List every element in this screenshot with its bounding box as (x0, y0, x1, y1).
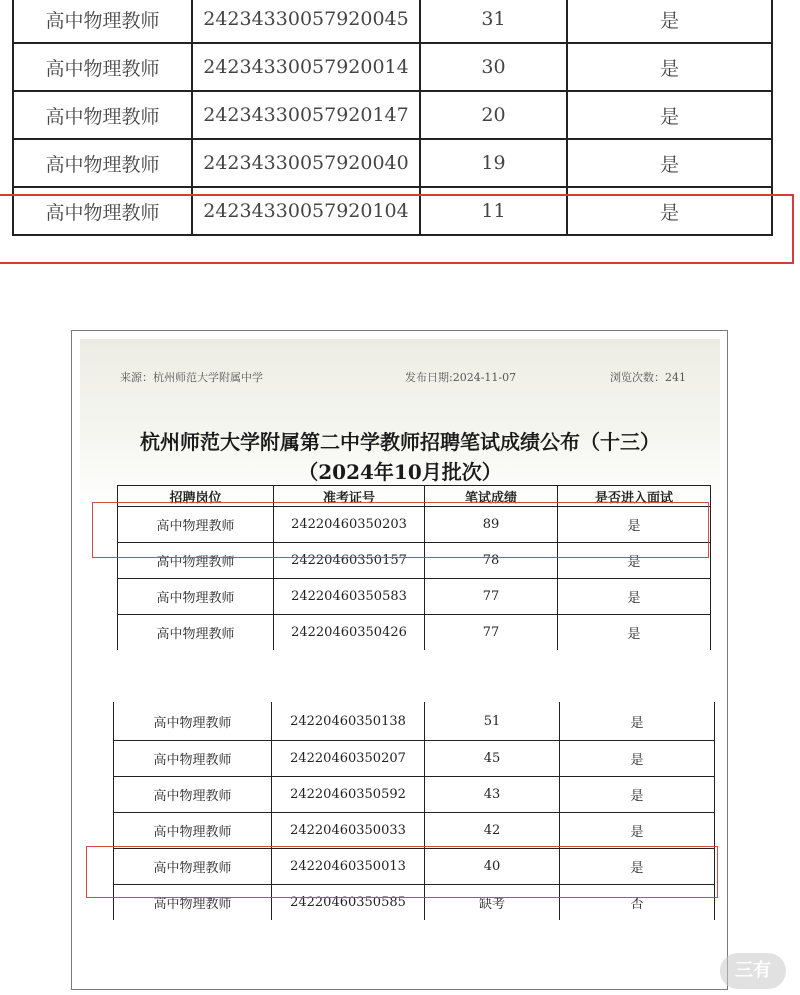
header-exam-id: 准考证号 (274, 486, 425, 507)
interview-cell: 是 (558, 507, 711, 543)
interview-cell: 是 (567, 0, 772, 43)
exam-id-cell: 24234330057920014 (192, 43, 420, 91)
position-cell: 高中物理教师 (118, 579, 274, 615)
interview-cell: 是 (558, 615, 711, 651)
table-row (13, 0, 772, 43)
position-cell: 高中物理教师 (114, 813, 272, 849)
table-row (114, 702, 715, 741)
exam-id-cell: 24220460350207 (272, 741, 425, 777)
score-cell: 31 (420, 0, 567, 43)
position-cell: 高中物理教师 (118, 615, 274, 651)
highlight-box (86, 846, 718, 898)
table-row (118, 579, 711, 615)
score-cell: 77 (425, 579, 558, 615)
position-cell: 高中物理教师 (114, 885, 272, 921)
exam-id-cell: 24220460350203 (274, 507, 425, 543)
interview-cell: 是 (567, 187, 772, 235)
highlight-box (92, 502, 709, 558)
score-cell: 43 (425, 777, 560, 813)
interview-cell: 是 (560, 741, 715, 777)
exam-id-cell: 24234330057920045 (192, 0, 420, 43)
position-cell: 高中物理教师 (13, 43, 192, 91)
meta-views: 浏览次数：241 (610, 371, 686, 384)
interview-cell: 是 (560, 702, 715, 741)
exam-id-cell: 24220460350138 (272, 702, 425, 741)
title-line-1: 杭州师范大学附属第二中学教师招聘笔试成绩公布（十三） (140, 430, 660, 454)
highlight-box (0, 194, 794, 264)
interview-cell: 是 (558, 579, 711, 615)
exam-id-cell: 24220460350592 (272, 777, 425, 813)
exam-id-cell: 24220460350583 (274, 579, 425, 615)
score-cell: 78 (425, 543, 558, 579)
position-cell: 高中物理教师 (13, 91, 192, 139)
exam-id-cell: 24220460350033 (272, 813, 425, 849)
header-position: 招聘岗位 (118, 486, 274, 507)
exam-id-cell: 24234330057920040 (192, 139, 420, 187)
position-cell: 高中物理教师 (114, 777, 272, 813)
score-cell: 11 (420, 187, 567, 235)
interview-cell: 是 (558, 543, 711, 579)
position-cell: 高中物理教师 (13, 139, 192, 187)
score-cell: 30 (420, 43, 567, 91)
interview-cell: 是 (567, 139, 772, 187)
table-row (13, 43, 772, 91)
interview-cell: 是 (560, 777, 715, 813)
document-title (80, 427, 720, 487)
interview-cell: 是 (560, 849, 715, 885)
interview-cell: 是 (567, 91, 772, 139)
interview-cell: 否 (560, 885, 715, 921)
title-line-2: （2024年10月批次） (298, 460, 502, 484)
table-row (118, 615, 711, 651)
exam-id-cell: 24220460350013 (272, 849, 425, 885)
meta-source: 来源：杭州师范大学附属中学 (120, 371, 263, 384)
table-row (13, 139, 772, 187)
meta-publish-date: 发布日期:2024-11-07 (405, 371, 517, 384)
position-cell: 高中物理教师 (118, 507, 274, 543)
watermark-logo: 三有 (720, 953, 786, 989)
exam-id-cell: 24220460350426 (274, 615, 425, 651)
table-row (13, 91, 772, 139)
interview-cell: 是 (567, 43, 772, 91)
header-score: 笔试成绩 (425, 486, 558, 507)
position-cell: 高中物理教师 (13, 0, 192, 43)
position-cell: 高中物理教师 (114, 849, 272, 885)
position-cell: 高中物理教师 (114, 741, 272, 777)
score-cell: 40 (425, 849, 560, 885)
score-cell: 缺考 (425, 885, 560, 921)
score-cell: 51 (425, 702, 560, 741)
table-row (114, 813, 715, 849)
score-cell: 19 (420, 139, 567, 187)
table-row (114, 777, 715, 813)
exam-id-cell: 24234330057920104 (192, 187, 420, 235)
interview-cell: 是 (560, 813, 715, 849)
score-cell: 45 (425, 741, 560, 777)
score-cell: 42 (425, 813, 560, 849)
exam-id-cell: 24234330057920147 (192, 91, 420, 139)
score-cell: 89 (425, 507, 558, 543)
exam-id-cell: 24220460350157 (274, 543, 425, 579)
score-cell: 77 (425, 615, 558, 651)
position-cell: 高中物理教师 (114, 702, 272, 741)
position-cell: 高中物理教师 (13, 187, 192, 235)
table-row (114, 741, 715, 777)
header-interview: 是否进入面试 (558, 486, 711, 507)
exam-id-cell: 24220460350585 (272, 885, 425, 921)
position-cell: 高中物理教师 (118, 543, 274, 579)
score-cell: 20 (420, 91, 567, 139)
